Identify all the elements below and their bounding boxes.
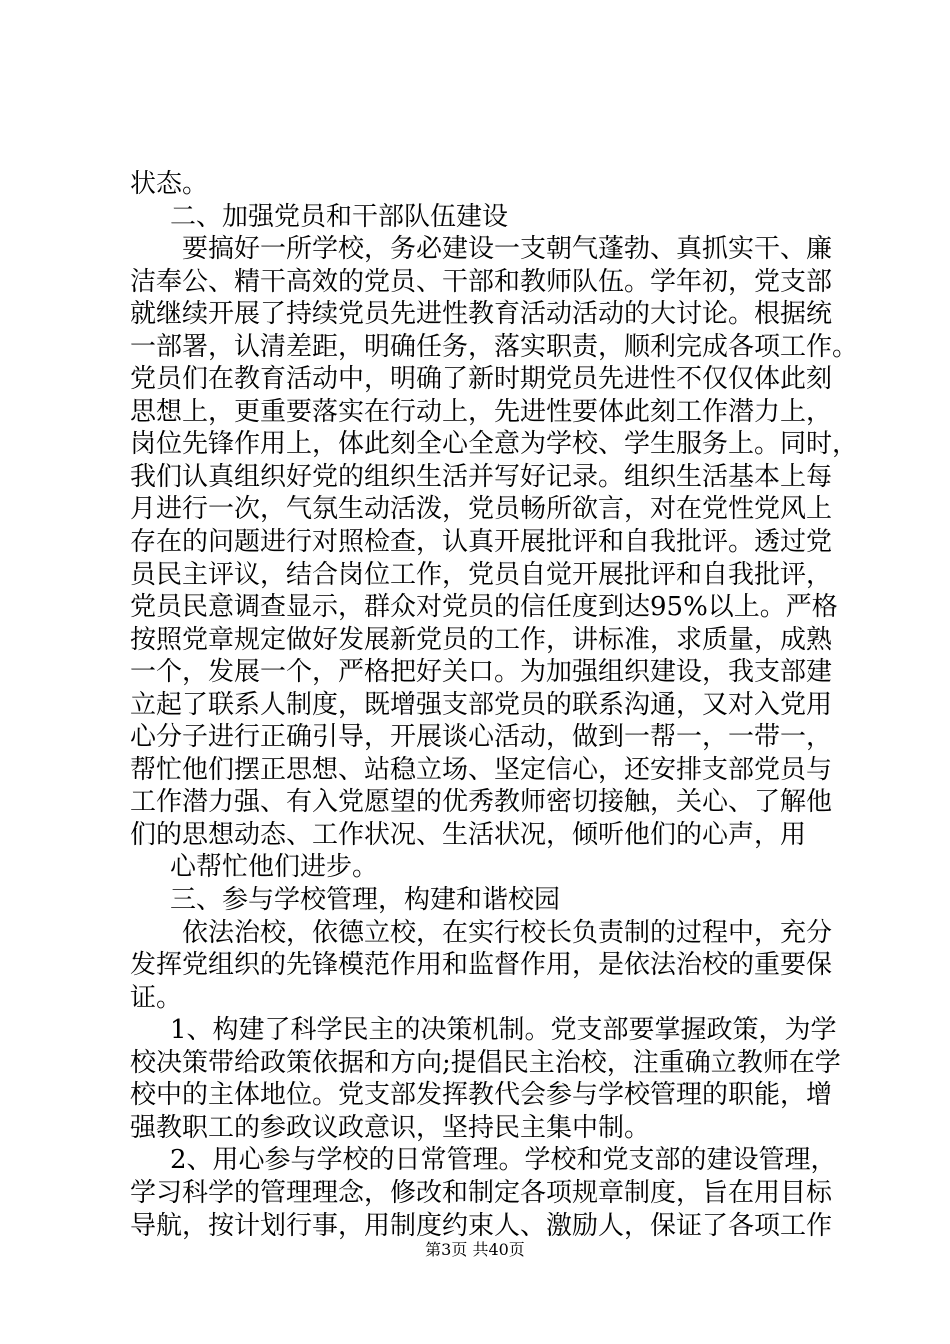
text-line: 2、用心参与学校的日常管理。学校和党支部的建设管理， [170, 1145, 837, 1176]
text-line: 工作潜力强、有入党愿望的优秀教师密切接触，关心、了解他 [130, 787, 833, 818]
text-line: 强教职工的参政议政意识，坚持民主集中制。 [130, 1112, 651, 1143]
text-line: 学习科学的管理理念，修改和制定各项规章制度，旨在用目标 [130, 1177, 833, 1208]
text-line: 就继续开展了持续党员先进性教育活动活动的大讨论。根据统 [130, 299, 833, 330]
text-line: 我们认真组织好党的组织生活并写好记录。组织生活基本上每 [130, 461, 833, 492]
page-number-label: 第3页 共40页 [425, 1240, 525, 1259]
text-line: 党员们在教育活动中，明确了新时期党员先进性不仅仅体此刻 [130, 364, 833, 395]
text-line: 岗位先锋作用上，体此刻全心全意为学校、学生服务上。同时， [130, 429, 859, 460]
text-line: 洁奉公、精干高效的党员、干部和教师队伍。学年初，党支部 [130, 266, 833, 297]
text-line: 心帮忙他们进步。 [170, 852, 379, 883]
text-line: 状态。 [130, 169, 209, 199]
text-line: 员民主评议，结合岗位工作，党员自觉开展批评和自我批评， [130, 559, 833, 590]
text-line: 立起了联系人制度，既增强支部党员的联系沟通，又对入党用 [130, 689, 833, 720]
text-line: 们的思想动态、工作状况、生活状况，倾听他们的心声，用 [130, 819, 807, 850]
text-line: 存在的问题进行对照检查，认真开展批评和自我批评。透过党 [130, 527, 833, 558]
text-line: 一部署，认清差距，明确任务，落实职责，顺利完成各项工作。 [130, 331, 859, 362]
text-line: 帮忙他们摆正思想、站稳立场、坚定信心，还安排支部党员与 [130, 754, 833, 785]
text-line: 要搞好一所学校，务必建设一支朝气蓬勃、真抓实干、廉 [182, 234, 833, 265]
text-line: 依法治校，依德立校，在实行校长负责制的过程中，充分 [182, 917, 833, 948]
page-footer [0, 1240, 950, 1260]
text-line: 校决策带给政策依据和方向;提倡民主治校，注重确立教师在学 [130, 1047, 841, 1078]
section-heading: 二、加强党员和干部队伍建设 [170, 201, 509, 232]
text-line: 校中的主体地位。党支部发挥教代会参与学校管理的职能，增 [130, 1080, 833, 1111]
text-line: 一个，发展一个，严格把好关口。为加强组织建设，我支部建 [130, 657, 833, 688]
text-line: 1、构建了科学民主的决策机制。党支部要掌握政策，为学 [170, 1015, 837, 1046]
body-text [130, 168, 859, 1242]
text-line: 心分子进行正确引导，开展谈心活动，做到一帮一，一带一， [130, 722, 833, 753]
text-line: 思想上，更重要落实在行动上，先进性要体此刻工作潜力上， [130, 396, 833, 427]
text-line: 月进行一次，气氛生动活泼，党员畅所欲言，对在党性党风上 [130, 494, 833, 525]
text-line: 党员民意调查显示，群众对党员的信任度到达95%以上。严格 [130, 592, 838, 623]
text-line: 证。 [130, 982, 183, 1013]
text-line: 按照党章规定做好发展新党员的工作，讲标准，求质量，成熟 [130, 624, 833, 655]
section-heading: 三、参与学校管理，构建和谐校园 [170, 885, 561, 916]
text-line: 导航，按计划行事，用制度约束人、激励人，保证了各项工作 [130, 1210, 833, 1241]
text-line: 发挥党组织的先锋模范作用和监督作用，是依法治校的重要保 [130, 950, 833, 981]
